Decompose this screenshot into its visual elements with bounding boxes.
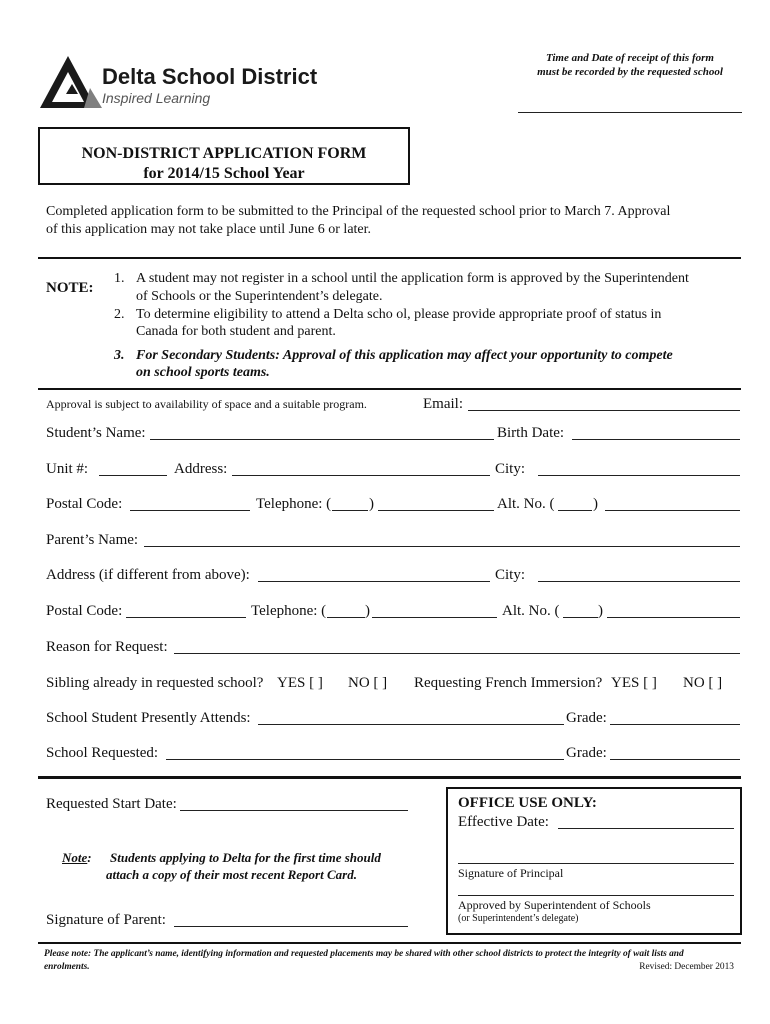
report-card-note-line2: attach a copy of their most recent Report Card. [106, 867, 357, 882]
french-immersion-label: Requesting French Immersion? [414, 675, 603, 691]
district-logo [40, 52, 330, 112]
approved-by-label: Approved by Superintendent of Schools [458, 898, 651, 912]
birth-date-label: Birth Date: [497, 425, 565, 441]
parents-name-label: Parent’s Name: [46, 532, 139, 548]
alt-no-number-field[interactable] [605, 510, 740, 511]
requested-grade-label: Grade: [566, 745, 607, 761]
office-use-box [446, 787, 742, 935]
superintendent-approval-field[interactable] [458, 895, 734, 896]
report-card-note-line1: Students applying to Delta for the first time should [110, 850, 381, 865]
note-item-2-line2: Canada for both student and parent. [136, 324, 336, 339]
title-box [38, 127, 410, 185]
email-field[interactable] [468, 410, 740, 411]
receipt-note-line2: must be recorded by the requested school [537, 66, 723, 78]
effective-date-label: Effective Date: [458, 814, 549, 830]
telephone-paren-close: ) [369, 496, 374, 512]
note-item-3-num: 3. [114, 348, 125, 363]
signature-parent-label: Signature of Parent: [46, 912, 166, 928]
email-label: Email: [423, 396, 463, 412]
alt-no-area-field[interactable] [558, 510, 592, 511]
parent-alt-no-label: Alt. No. ( [502, 603, 560, 619]
parent-city-field[interactable] [538, 581, 740, 582]
telephone-area-field[interactable] [332, 510, 368, 511]
parent-postal-code-label: Postal Code: [46, 603, 123, 619]
note-label: NOTE: [46, 280, 94, 296]
unit-field[interactable] [99, 475, 167, 476]
divider-top [38, 257, 741, 259]
intro-line2: of this application may not take place until June 6 or later. [46, 222, 372, 237]
note-word: Note [62, 850, 88, 865]
school-attends-label: School Student Presently Attends: [46, 710, 251, 726]
divider-middle [38, 388, 741, 390]
form-title: NON-DISTRICT APPLICATION FORM [81, 145, 367, 162]
signature-principal-field[interactable] [458, 863, 734, 864]
divider-bottom [38, 776, 741, 779]
note-item-1-line2: of Schools or the Superintendent’s delegate. [136, 289, 383, 304]
reason-field[interactable] [174, 653, 740, 654]
signature-parent-field[interactable] [174, 926, 408, 927]
alt-no-paren-close: ) [593, 496, 598, 512]
note-item-3-line2: on school sports teams. [136, 365, 270, 380]
note-item-3-line1: For Secondary Students: Approval of this application may affect your opportunity to compete [136, 348, 673, 363]
parent-telephone-label: Telephone: ( [251, 603, 327, 619]
french-no-checkbox[interactable]: NO [ ] [683, 675, 723, 691]
start-date-field[interactable] [180, 810, 408, 811]
logo-tagline: Inspired Learning [102, 90, 211, 106]
effective-date-field[interactable] [558, 828, 734, 829]
address-field[interactable] [232, 475, 490, 476]
city-field[interactable] [538, 475, 740, 476]
delegate-label: (or Superintendent’s delegate) [458, 913, 579, 924]
parent-alt-no-paren-close: ) [598, 603, 603, 619]
sibling-no-checkbox[interactable]: NO [ ] [348, 675, 388, 691]
sibling-label: Sibling already in requested school? [46, 675, 264, 691]
parent-alt-no-number-field[interactable] [607, 617, 740, 618]
parent-telephone-area-field[interactable] [327, 617, 365, 618]
postal-code-field[interactable] [130, 510, 250, 511]
address-label: Address: [174, 461, 228, 477]
telephone-number-field[interactable] [378, 510, 494, 511]
note-colon: : [87, 850, 92, 865]
parent-alt-no-area-field[interactable] [563, 617, 598, 618]
note-item-2-num: 2. [114, 307, 125, 322]
parent-telephone-paren-close: ) [365, 603, 370, 619]
school-requested-label: School Requested: [46, 745, 159, 761]
logo-name: Delta School District [102, 64, 318, 89]
reason-label: Reason for Request: [46, 639, 168, 655]
receipt-time-date-field[interactable] [518, 112, 742, 113]
signature-principal-label: Signature of Principal [458, 866, 564, 880]
school-requested-field[interactable] [166, 759, 564, 760]
requested-grade-field[interactable] [610, 759, 740, 760]
students-name-label: Student’s Name: [46, 425, 146, 441]
note-item-1-line1: A student may not register in a school until the application form is approved by the Superintendent [136, 271, 689, 286]
parent-telephone-number-field[interactable] [372, 617, 497, 618]
telephone-label: Telephone: ( [256, 496, 332, 512]
students-name-field[interactable] [150, 439, 494, 440]
revised-date: Revised: December 2013 [639, 962, 734, 972]
parent-postal-code-field[interactable] [126, 617, 246, 618]
grade-field[interactable] [610, 724, 740, 725]
receipt-note-line1: Time and Date of receipt of this form [546, 52, 714, 64]
address-if-different-label: Address (if different from above): [46, 567, 250, 583]
note-item-2-line1: To determine eligibility to attend a Delta scho ol, please provide appropriate proof of status in [136, 307, 662, 322]
alt-no-label: Alt. No. ( [497, 496, 555, 512]
city-label: City: [495, 461, 526, 477]
intro-line1: Completed application form to be submitted to the Principal of the requested school prior to March 7. Approval [46, 204, 671, 219]
office-use-title: OFFICE USE ONLY: [458, 795, 597, 811]
postal-code-label: Postal Code: [46, 496, 123, 512]
birth-date-field[interactable] [572, 439, 740, 440]
parents-name-field[interactable] [144, 546, 740, 547]
report-card-note [62, 849, 92, 866]
delta-triangle-icon [40, 54, 106, 112]
sibling-yes-checkbox[interactable]: YES [ ] [277, 675, 323, 691]
school-year-title: for 2014/15 School Year [143, 165, 305, 182]
grade-label: Grade: [566, 710, 607, 726]
start-date-label: Requested Start Date: [46, 796, 177, 812]
school-attends-field[interactable] [258, 724, 564, 725]
note-item-1-num: 1. [114, 271, 125, 286]
privacy-note-line1: Please note: The applicant’s name, identifying information and requested placements may be shared with other school districts to protect the integrity of wait lists and [44, 949, 684, 959]
french-yes-checkbox[interactable]: YES [ ] [611, 675, 657, 691]
approval-text: Approval is subject to availability of space and a suitable program. [46, 397, 367, 411]
unit-label: Unit #: [46, 461, 89, 477]
parent-city-label: City: [495, 567, 526, 583]
divider-footer [38, 942, 741, 944]
address-if-different-field[interactable] [258, 581, 490, 582]
privacy-note-line2: enrolments. [44, 962, 90, 972]
